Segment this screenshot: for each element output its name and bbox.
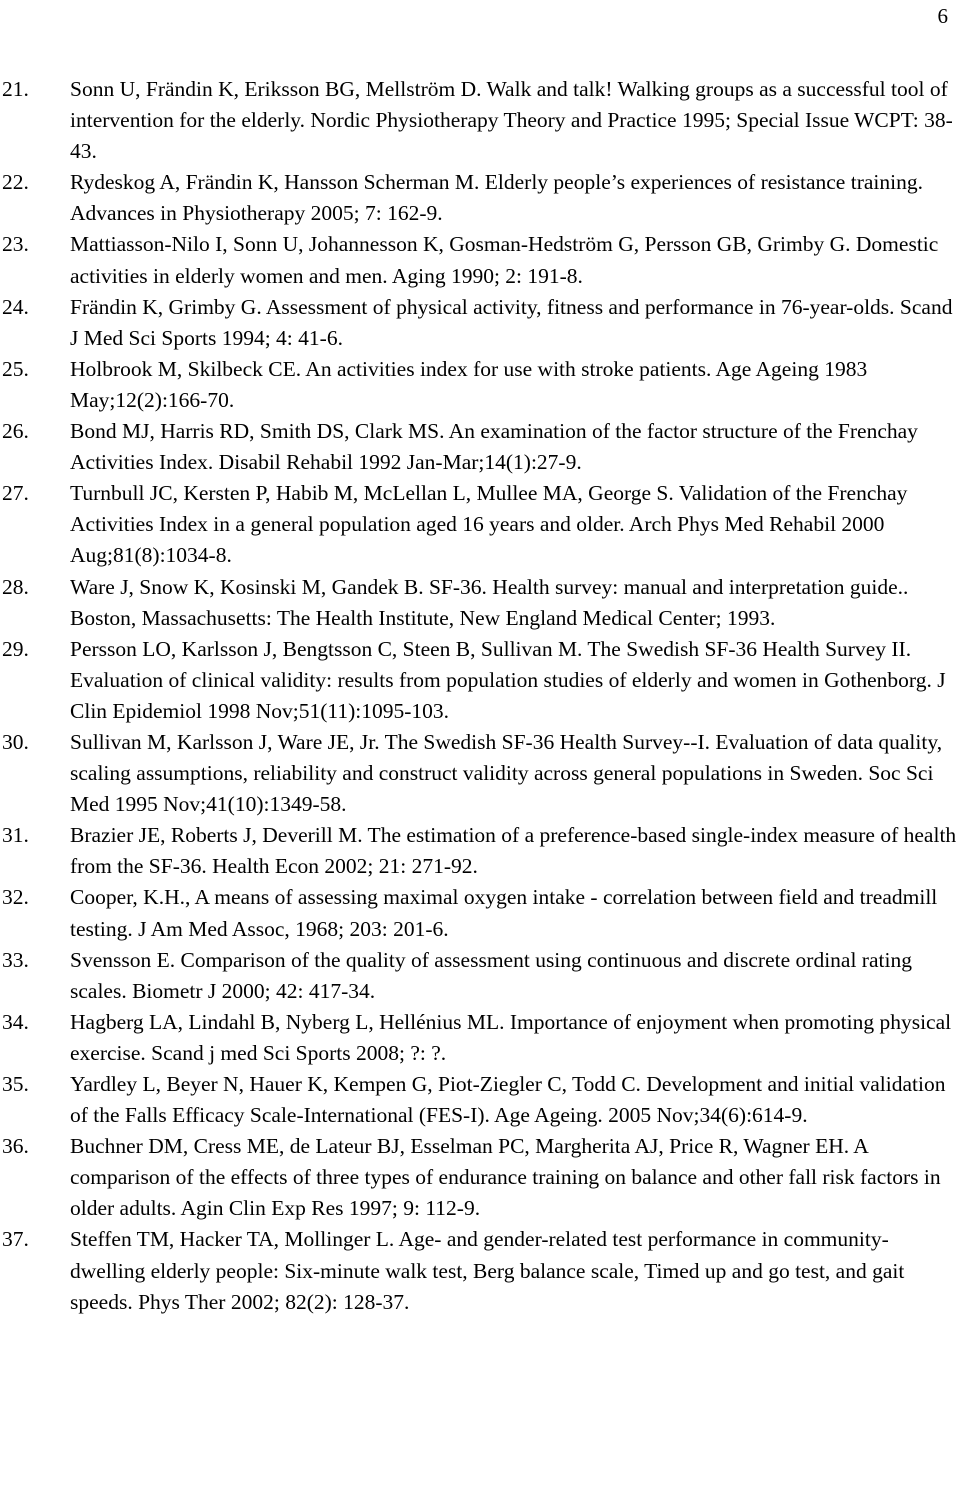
reference-number: 34.	[2, 1009, 29, 1034]
reference-item	[0, 820, 960, 882]
reference-item	[0, 478, 960, 571]
reference-text: Persson LO, Karlsson J, Bengtsson C, Steen B, Sullivan M. The Swedish SF-36 Health Survey II. Evaluation of clinical validity: results from population studies of elderly and women in Gothenborg. J Clin Epidemiol 1998 Nov;51(11):1095-103.	[70, 636, 946, 723]
reference-number: 33.	[2, 947, 29, 972]
reference-text: Brazier JE, Roberts J, Deverill M. The estimation of a preference-based single-index measure of health from the SF-36. Health Econ 2002; 21: 271-92.	[70, 823, 957, 879]
reference-item	[0, 292, 960, 354]
reference-text: Ware J, Snow K, Kosinski M, Gandek B. SF-36. Health survey: manual and interpretation guide.. Boston, Massachusetts: The Health Institute, New England Medical Center; 1993.	[70, 574, 909, 630]
reference-number: 37.	[2, 1227, 29, 1252]
reference-text: Yardley L, Beyer N, Hauer K, Kempen G, Piot-Ziegler C, Todd C. Development and initial validation of the Falls Efficacy Scale-International (FES-I). Age Ageing. 2005 Nov;34(6):614-9.	[70, 1072, 946, 1128]
reference-item	[0, 354, 960, 416]
reference-item	[0, 945, 960, 1007]
reference-text: Hagberg LA, Lindahl B, Nyberg L, Hellénius ML. Importance of enjoyment when promoting physical exercise. Scand j med Sci Sports 2008; ?: ?.	[70, 1009, 952, 1065]
reference-item	[0, 1069, 960, 1131]
reference-text: Rydeskog A, Frändin K, Hansson Scherman M. Elderly people’s experiences of resistance training. Advances in Physiotherapy 2005; 7: 162-9.	[70, 170, 923, 226]
reference-number: 31.	[2, 823, 29, 848]
reference-item	[0, 634, 960, 727]
page-number: 6	[937, 4, 948, 28]
reference-text: Sonn U, Frändin K, Eriksson BG, Mellström D. Walk and talk! Walking groups as a successful tool of intervention for the elderly. Nordic Physiotherapy Theory and Practice 1995; Special Issue WCPT: 38-43.	[70, 77, 953, 164]
reference-item	[0, 1007, 960, 1069]
reference-number: 36.	[2, 1134, 29, 1159]
reference-text: Mattiasson-Nilo I, Sonn U, Johannesson K, Gosman-Hedström G, Persson GB, Grimby G. Domestic activities in elderly women and men. Aging 1990; 2: 191-8.	[70, 232, 939, 288]
reference-text: Svensson E. Comparison of the quality of assessment using continuous and discrete ordinal rating scales. Biometr J 2000; 42: 417-34.	[70, 947, 912, 1003]
reference-text: Sullivan M, Karlsson J, Ware JE, Jr. The Swedish SF-36 Health Survey--I. Evaluation of data quality, scaling assumptions, reliability and construct validity across general populations in Sweden. Soc Sci Med 1995 Nov;41(10):1349-58.	[70, 729, 943, 817]
reference-list	[0, 74, 960, 1318]
reference-number: 25.	[2, 356, 29, 381]
reference-number: 23.	[2, 232, 29, 257]
reference-item	[0, 167, 960, 229]
reference-text: Cooper, K.H., A means of assessing maximal oxygen intake - correlation between field and treadmill testing. J Am Med Assoc, 1968; 203: 201-6.	[70, 885, 938, 941]
reference-number: 35.	[2, 1072, 29, 1096]
reference-item	[0, 882, 960, 944]
reference-number: 24.	[2, 294, 29, 319]
reference-item	[0, 74, 960, 167]
reference-text: Turnbull JC, Kersten P, Habib M, McLellan L, Mullee MA, George S. Validation of the Frenchay Activities Index in a general population aged 16 years and older. Arch Phys Med Rehabil 2000 Aug;81(8):1034-8.	[70, 481, 908, 568]
reference-number: 32.	[2, 885, 29, 910]
reference-number: 21.	[2, 77, 29, 101]
reference-text: Buchner DM, Cress ME, de Lateur BJ, Esselman PC, Margherita AJ, Price R, Wagner EH. A comparison of the effects of three types of endurance training on balance and other fall risk factors in older adults. Agin Clin Exp Res 1997; 9: 112-9.	[70, 1134, 941, 1221]
reference-text: Frändin K, Grimby G. Assessment of physical activity, fitness and performance in 76-year-olds. Scand J Med Sci Sports 1994; 4: 41-6.	[70, 294, 953, 350]
reference-number: 27.	[2, 481, 29, 506]
reference-text: Steffen TM, Hacker TA, Mollinger L. Age- and gender-related test performance in community-dwelling elderly people: Six-minute walk test, Berg balance scale, Timed up and go test, and gait speeds. Phys Ther 2002; 82(2): 128-37.	[70, 1227, 905, 1314]
reference-item	[0, 416, 960, 478]
reference-number: 30.	[2, 729, 29, 754]
reference-number: 26.	[2, 419, 29, 444]
reference-item	[0, 229, 960, 291]
reference-item	[0, 572, 960, 634]
reference-number: 28.	[2, 574, 29, 599]
reference-number: 29.	[2, 636, 29, 661]
reference-number: 22.	[2, 170, 29, 195]
reference-text: Holbrook M, Skilbeck CE. An activities index for use with stroke patients. Age Ageing 1983 May;12(2):166-70.	[70, 356, 868, 412]
reference-item	[0, 1224, 960, 1317]
reference-item	[0, 1131, 960, 1224]
reference-text: Bond MJ, Harris RD, Smith DS, Clark MS. An examination of the factor structure of the Frenchay Activities Index. Disabil Rehabil 1992 Jan-Mar;14(1):27-9.	[70, 419, 918, 475]
reference-item	[0, 727, 960, 820]
